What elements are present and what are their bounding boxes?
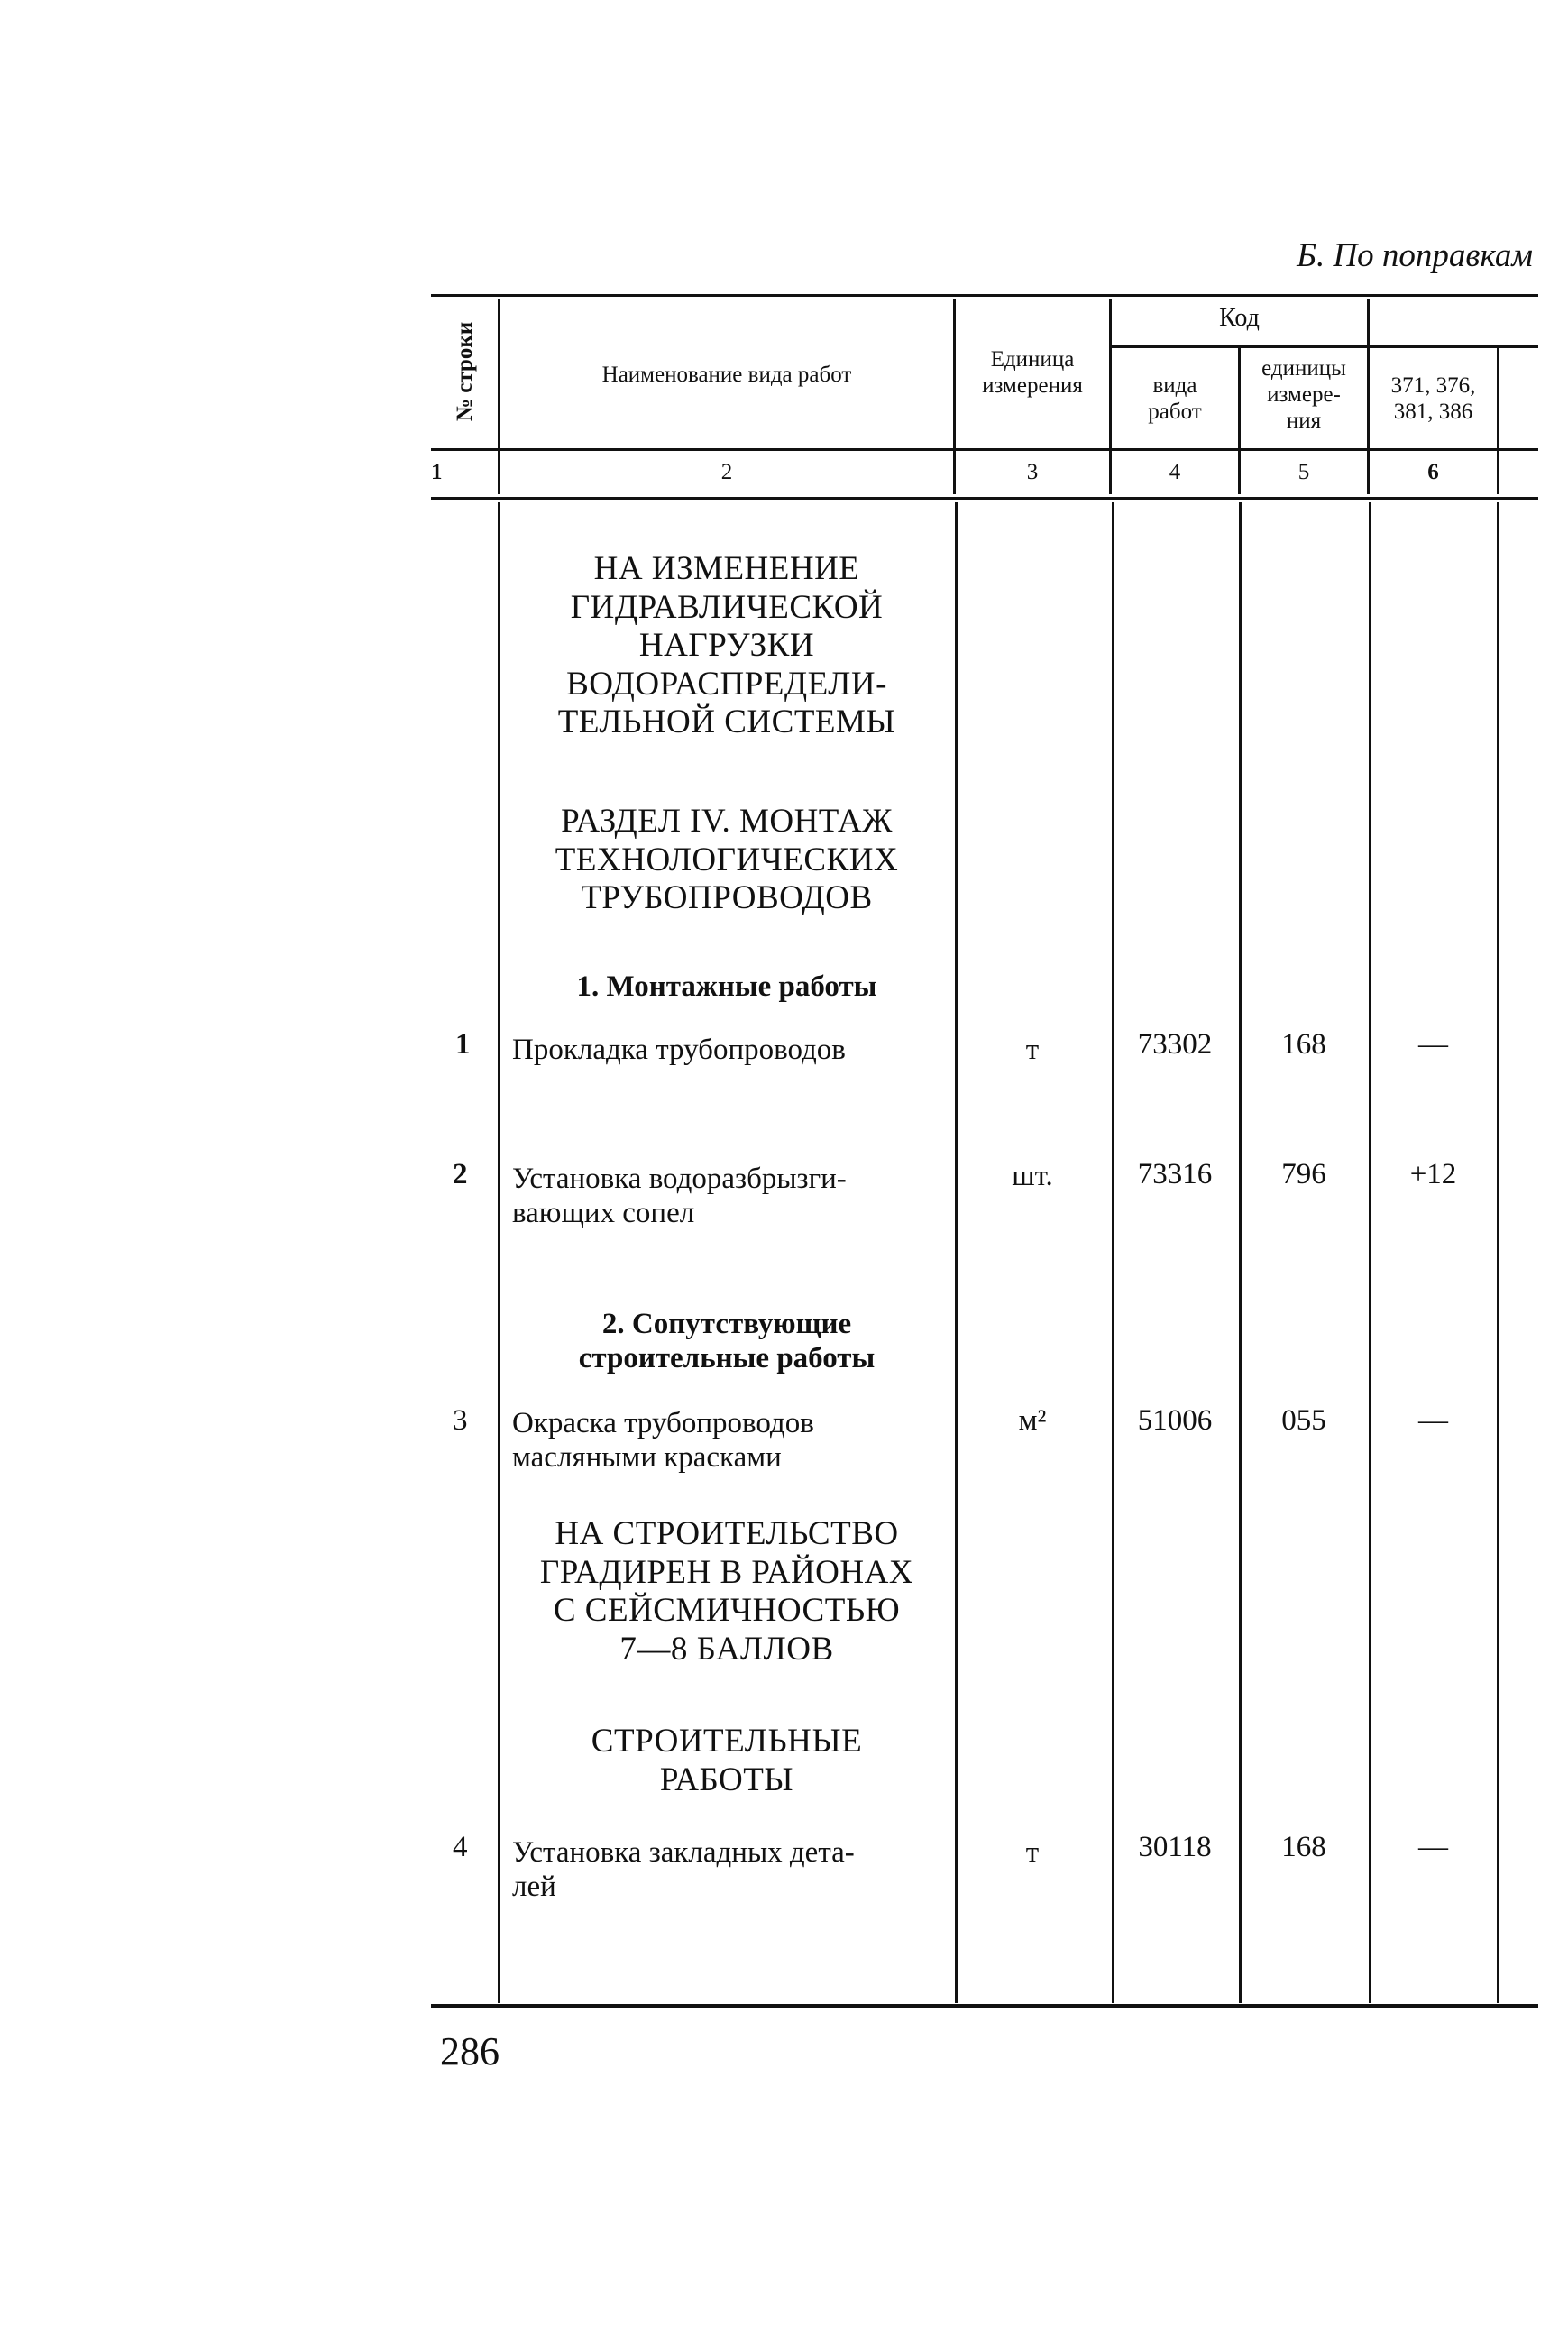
row1-code-unit: 168 — [1281, 1028, 1326, 1061]
row2-code-unit: 796 — [1281, 1158, 1326, 1191]
row3-name: Окраска трубопроводов масляными красками — [512, 1407, 814, 1474]
row3-code-unit: 055 — [1281, 1404, 1326, 1437]
row2-unit: шт. — [1012, 1160, 1053, 1192]
colnum-5: 5 — [1297, 460, 1310, 484]
header-unit: Единица измерения — [982, 347, 1083, 398]
row2-no: 2 — [453, 1158, 468, 1191]
section1-part: РАЗДЕЛ IV. МОНТАЖ ТЕХНОЛОГИЧЕСКИХ ТРУБОПРОВОДОВ — [555, 803, 899, 917]
row1-name: Прокладка трубопроводов — [512, 1034, 846, 1066]
page-number: 286 — [440, 2029, 500, 2073]
header-code: Код — [1219, 304, 1260, 332]
colnum-2: 2 — [720, 460, 733, 484]
col-divider-1-body — [498, 502, 500, 2003]
subsection-1: 1. Монтажные работы — [576, 970, 877, 1003]
row1-unit: т — [1025, 1034, 1040, 1066]
section2-title: НА СТРОИТЕЛЬСТВО ГРАДИРЕН В РАЙОНАХ С СЕЙСМИЧНОСТЬЮ 7—8 БАЛЛОВ — [539, 1515, 914, 1668]
row4-no: 4 — [453, 1831, 468, 1863]
colnum-6: 6 — [1427, 460, 1439, 484]
header-bottom-border — [431, 448, 1538, 451]
col-divider-6-body — [1497, 502, 1499, 2003]
row4-name: Установка закладных дета- лей — [512, 1836, 855, 1903]
row2-code-work: 73316 — [1137, 1158, 1213, 1191]
colnum-bottom-border — [431, 497, 1538, 500]
header-col6: 371, 376, 381, 386 — [1390, 373, 1476, 424]
header-work-name: Наименование вида работ — [601, 363, 852, 387]
col-divider-6-header — [1497, 348, 1499, 494]
row1-col6: — — [1418, 1028, 1448, 1061]
code-header-divider — [1112, 345, 1538, 348]
col-divider-4-body — [1239, 502, 1242, 2003]
section2-part: СТРОИТЕЛЬНЫЕ РАБОТЫ — [591, 1723, 863, 1798]
row3-code-work: 51006 — [1137, 1404, 1213, 1437]
col-divider-1-header — [498, 299, 500, 494]
subsection-2: 2. Сопутствующие строительные работы — [578, 1308, 876, 1374]
row4-col6: — — [1418, 1831, 1448, 1863]
table-top-border — [431, 294, 1538, 297]
row3-no: 3 — [453, 1404, 468, 1437]
row1-no: 1 — [455, 1028, 471, 1061]
col-divider-2-body — [955, 502, 958, 2003]
row4-code-unit: 168 — [1281, 1831, 1326, 1863]
col-divider-3-body — [1112, 502, 1114, 2003]
row4-code-work: 30118 — [1138, 1831, 1212, 1863]
section1-title: НА ИЗМЕНЕНИЕ ГИДРАВЛИЧЕСКОЙ НАГРУЗКИ ВОДОРАСПРЕДЕЛИ- ТЕЛЬНОЙ СИСТЕМЫ — [557, 550, 896, 741]
table-bottom-border — [431, 2004, 1538, 2008]
header-code-work: вида работ — [1148, 373, 1202, 424]
col-divider-5-body — [1369, 502, 1371, 2003]
row3-col6: — — [1418, 1404, 1448, 1437]
header-code-unit: единицы измере- ния — [1261, 356, 1346, 433]
row2-name: Установка водоразбрызги- вающих сопел — [512, 1163, 847, 1229]
colnum-1: 1 — [431, 460, 443, 484]
row2-col6: +12 — [1409, 1158, 1457, 1191]
page-heading: Б. По поправкам — [1297, 237, 1533, 274]
header-row-number: № строки — [453, 321, 477, 422]
row1-code-work: 73302 — [1137, 1028, 1213, 1061]
row4-unit: т — [1025, 1836, 1040, 1869]
colnum-3: 3 — [1026, 460, 1039, 484]
row3-unit: м² — [1018, 1404, 1047, 1437]
colnum-4: 4 — [1169, 460, 1181, 484]
